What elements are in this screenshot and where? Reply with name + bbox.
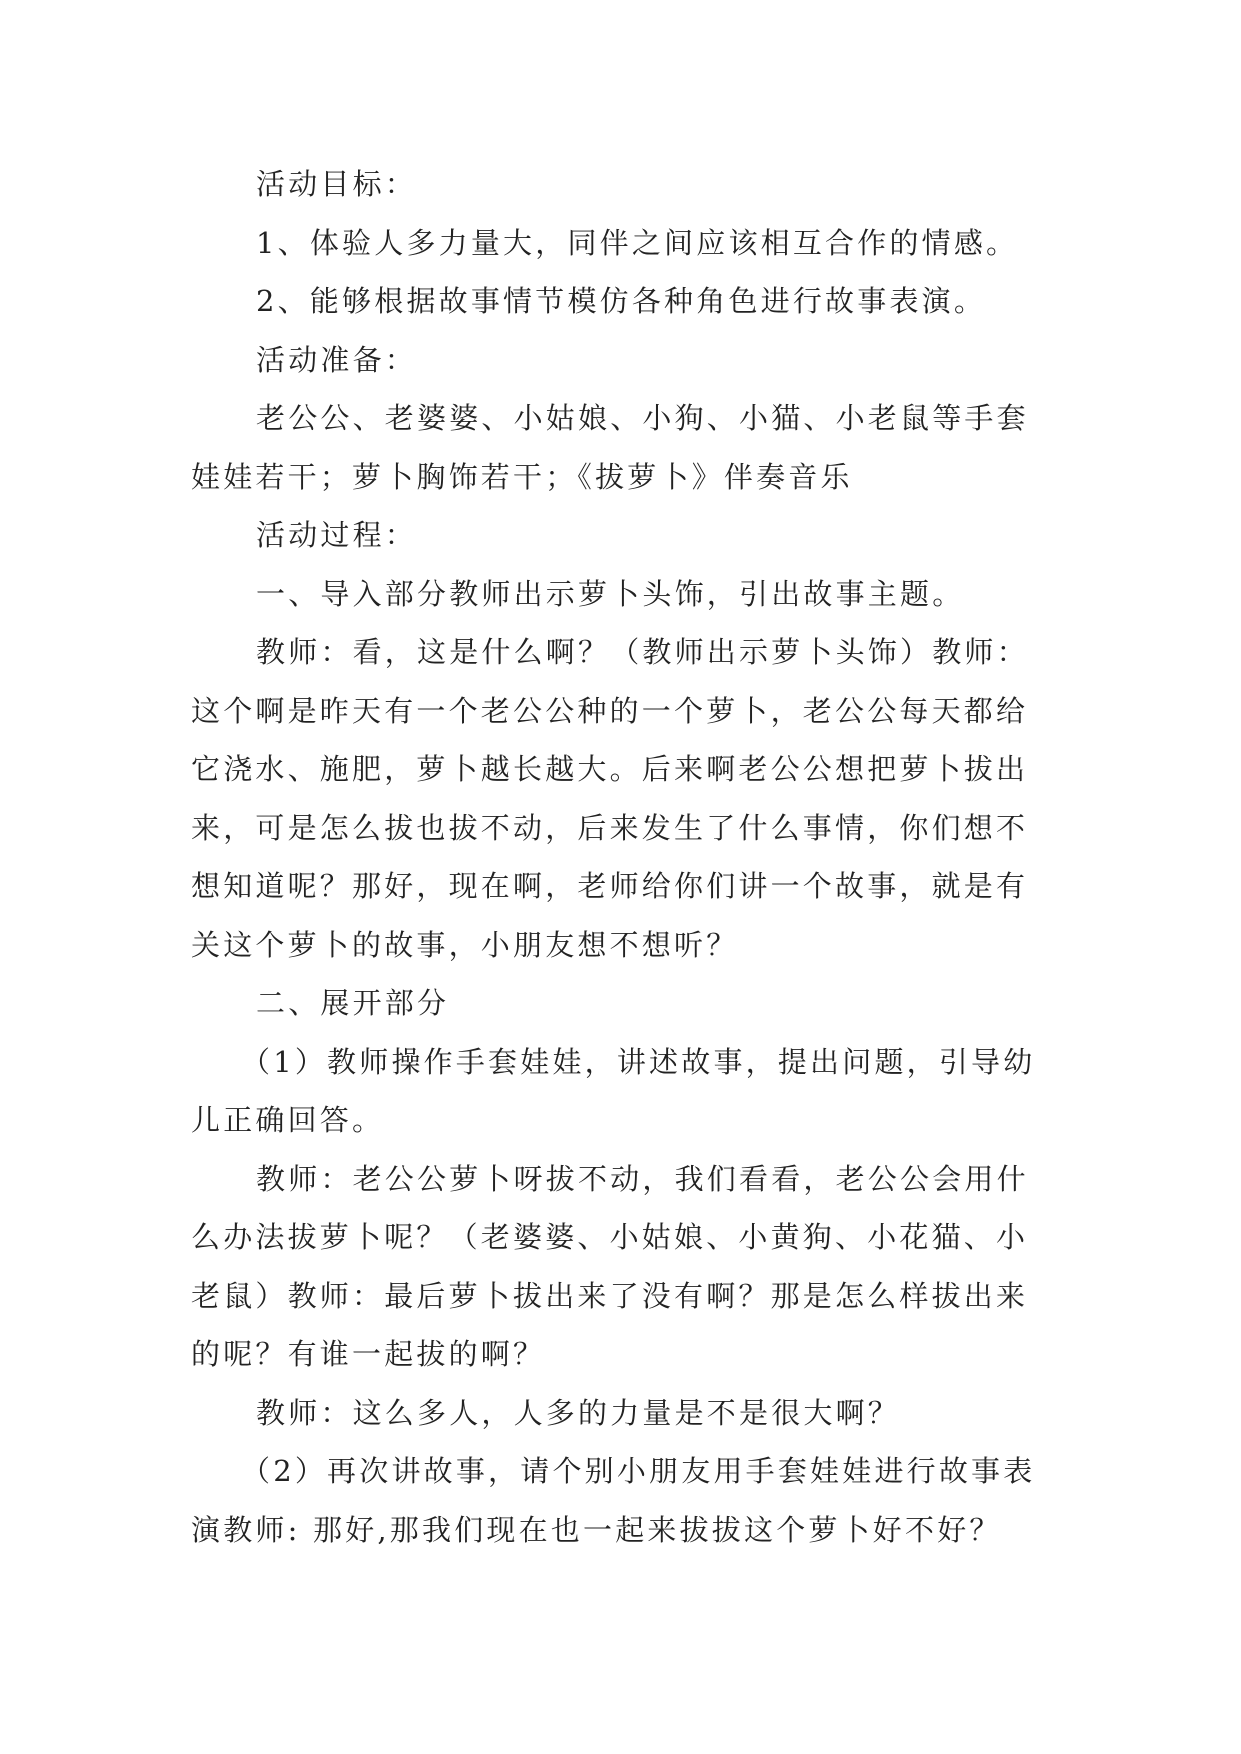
heading-activity-preparation: 活动准备： [256,342,418,377]
heading-activity-process: 活动过程： [256,518,418,552]
step-2-paragraph: （2）再次讲故事，请个别小朋友用手套娃娃进行故事表演教师: 那好,那我们现在也一起来拔拔这个萝卜好不好？ [191,1454,1036,1547]
section-development: 二、展开部分 [256,986,450,1020]
goal-item-2: 2、能够根据故事情节模仿各种角色进行故事表演。 [256,284,987,318]
document-body [191,155,1051,1559]
section-intro: 一、导入部分教师出示萝卜头饰，引出故事主题。 [256,576,965,611]
heading-activity-goals: 活动目标： [256,167,418,201]
teacher-dialogue-2: 教师：老公公萝卜呀拔不动，我们看看，老公公会用什么办法拔萝卜呢？（老婆婆、小姑娘、小黄狗、小花猫、小老鼠）教师：最后萝卜拔出来了没有啊？那是怎么样拔出来的呢？有谁一起拔的啊？ [191,1161,1029,1371]
step-1-paragraph: （1）教师操作手套娃娃，讲述故事，提出问题，引导幼儿正确回答。 [191,1044,1036,1137]
preparation-paragraph: 老公公、老婆婆、小姑娘、小狗、小猫、小老鼠等手套娃娃若干；萝卜胸饰若干；《拔萝卜》伴奏音乐 [191,401,1029,494]
teacher-dialogue-3: 教师：这么多人，人多的力量是不是很大啊？ [256,1395,901,1430]
goal-item-1: 1、体验人多力量大，同伴之间应该相互合作的情感。 [256,225,1019,260]
teacher-dialogue-1: 教师：看，这是什么啊？（教师出示萝卜头饰）教师：这个啊是昨天有一个老公公种的一个萝卜，老公公每天都给它浇水、施肥，萝卜越长越大。后来啊老公公想把萝卜拔出来，可是怎么拔也拔不动，后来发生了什么事情，你们想不想知道呢？那好，现在啊，老师给你们讲一个故事，就是有关这个萝卜的故事，小朋友想不想听？ [191,635,1029,962]
